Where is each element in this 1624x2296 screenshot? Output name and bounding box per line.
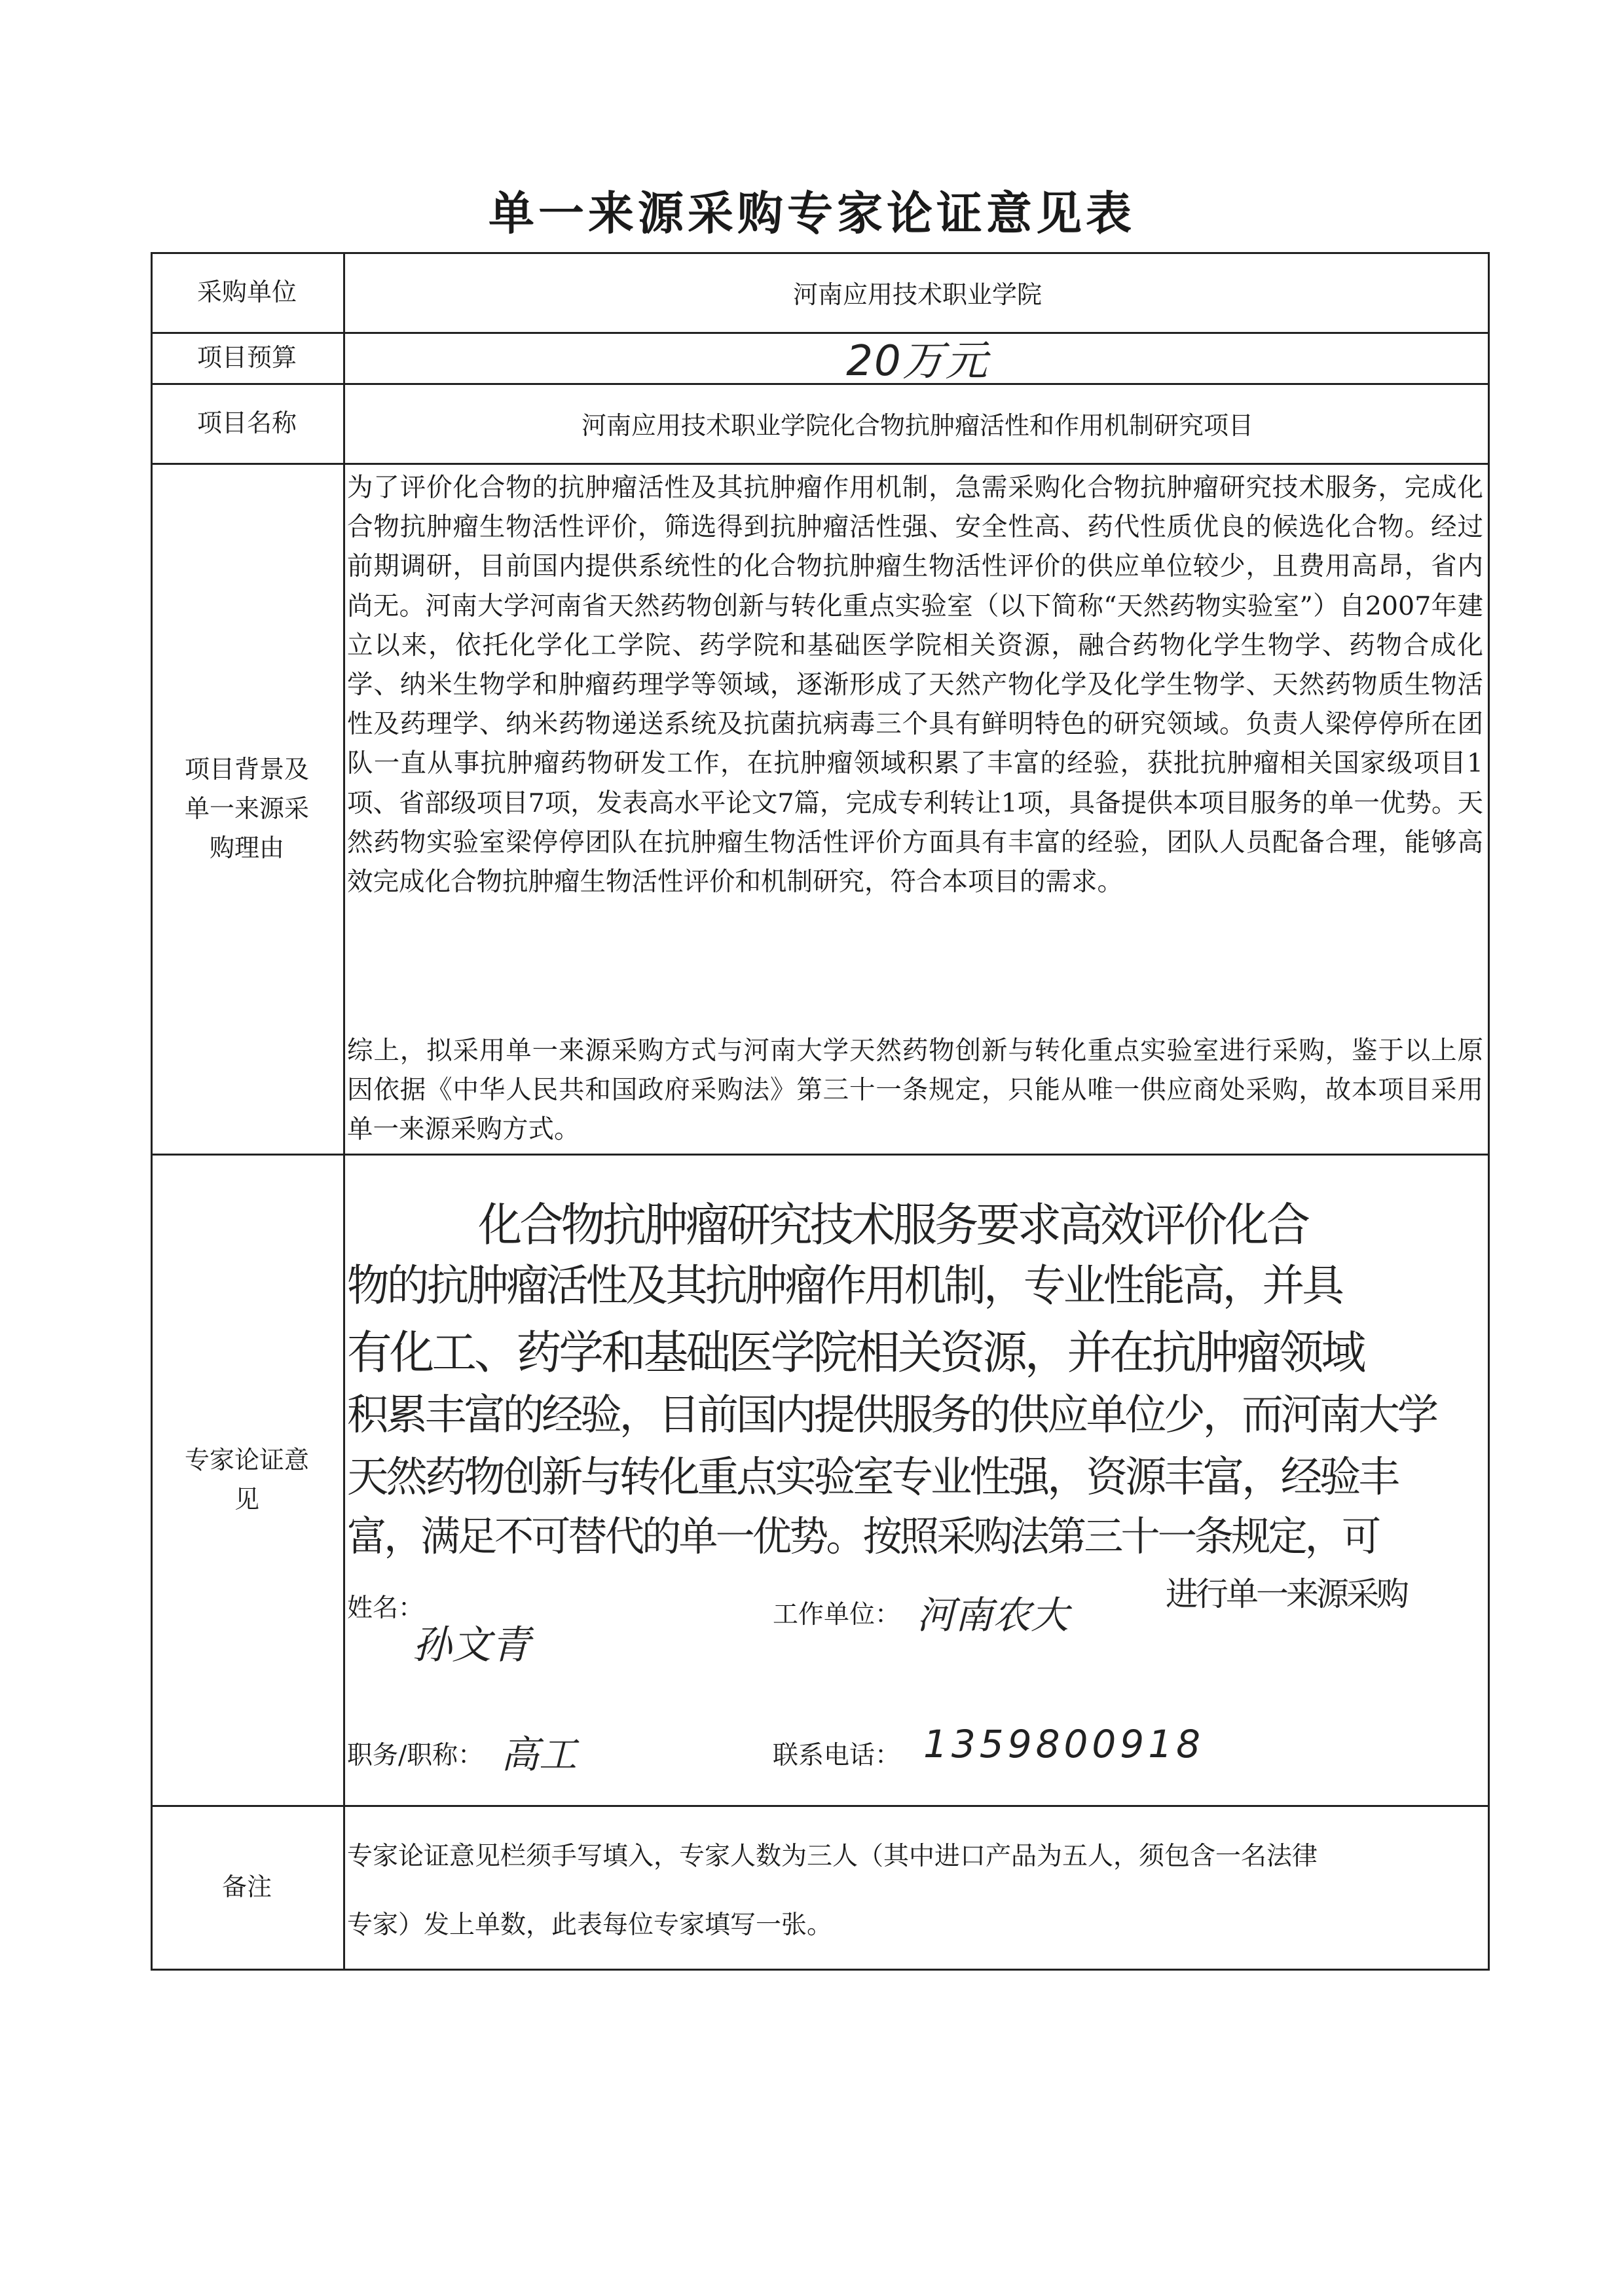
row-divider-5 <box>151 1805 1490 1807</box>
position-value: 高工 <box>501 1732 578 1777</box>
work-unit-label: 工作单位： <box>773 1600 901 1630</box>
work-unit-value: 河南农大 <box>917 1593 1069 1637</box>
background-label <box>151 463 343 1154</box>
background-label-line: 项目背景及 <box>184 754 309 784</box>
budget-label: 项目预算 <box>196 343 297 372</box>
position-label: 职务/职称： <box>347 1741 484 1770</box>
handwritten-opinion-line: 化合物抗肿瘤研究技术服务要求高效评价化合 <box>478 1198 1308 1252</box>
budget-value-handwritten: 20万元 <box>846 337 989 386</box>
name-signature: 孙文青 <box>413 1622 530 1668</box>
remarks-label: 备注 <box>221 1872 272 1901</box>
row-divider-4 <box>151 1154 1490 1156</box>
remarks-line: 专家论证意见栏须手写填入，专家人数为三人（其中进口产品为五人，须包含一名法律 <box>347 1842 1318 1871</box>
table-border-bottom <box>151 1969 1490 1971</box>
handwritten-opinion-line: 天然药物创新与转化重点实验室专业性强，资源丰富，经验丰 <box>347 1453 1397 1502</box>
phone-label: 联系电话： <box>773 1741 901 1770</box>
opinion-label-line: 见 <box>234 1484 259 1514</box>
background-label-line: 购理由 <box>209 833 284 862</box>
handwritten-opinion-line: 富，满足不可替代的单一优势。按照采购法第三十一条规定，可 <box>347 1512 1379 1560</box>
background-paragraph-2: 综上，拟采用单一来源采购方式与河南大学天然药物创新与转化重点实验室进行采购，鉴于以上原因依据《中华人民共和国政府采购法》第三十一条规定，只能从唯一供应商处采购，故本项目采用单一来源采购方式。 <box>347 1036 1483 1145</box>
project-name-value: 河南应用技术职业学院化合物抗肿瘤活性和作用机制研究项目 <box>581 410 1253 440</box>
phone-value: 1359800918 <box>923 1722 1205 1766</box>
project-name-label: 项目名称 <box>196 409 297 437</box>
name-label: 姓名： <box>347 1594 424 1623</box>
opinion-label-line: 专家论证意 <box>184 1445 309 1474</box>
remarks-line: 专家）发上单数，此表每位专家填写一张。 <box>347 1910 833 1940</box>
purchaser-value: 河南应用技术职业学院 <box>792 280 1042 309</box>
column-divider <box>343 252 345 1971</box>
opinion-form-table <box>151 252 1490 1971</box>
background-label-line: 单一来源采 <box>184 793 309 823</box>
handwritten-opinion-line: 积累丰富的经验，目前国内提供服务的供应单位少，而河南大学 <box>347 1391 1437 1440</box>
row-divider-3 <box>151 463 1490 465</box>
page-title: 单一来源采购专家论证意见表 <box>489 186 1135 240</box>
table-border-right <box>1488 252 1490 1971</box>
background-paragraph-1: 为了评价化合物的抗肿瘤活性及其抗肿瘤作用机制，急需采购化合物抗肿瘤研究技术服务，完成化合物抗肿瘤生物活性评价，筛选得到抗肿瘤活性强、安全性高、药代性质优良的候选化合物。经过前期调研，目前国内提供系统性的化合物抗肿瘤生物活性评价的供应单位较少，且费用高昂，省内尚无。河南大学河南省天然药物创新与转化重点实验室（以下简称“天然药物实验室”）自2007年建立以来，依托化学化工学院、药学院和基础医学院相关资源，融合药物化学生物学、药物合成化学、纳米生物学和肿瘤药理学等领域，逐渐形成了天然产物化学及化学生物学、天然药物质生物活性及药理学、纳米药物递送系统及抗菌抗病毒三个具有鲜明特色的研究领域。负责人梁停停所在团队一直从事抗肿瘤药物研发工作，在抗肿瘤领域积累了丰富的经验，获批抗肿瘤相关国家级项目1项、省部级项目7项，发表高水平论文7篇，完成专利转让1项，具备提供本项目服务的单一优势。天然药物实验室梁停停团队在抗肿瘤生物活性评价方面具有丰富的经验，团队人员配备合理，能够高效完成化合物抗肿瘤生物活性评价和机制研究，符合本项目的需求。 <box>347 473 1483 898</box>
handwritten-opinion-line: 物的抗肿瘤活性及其抗肿瘤作用机制，专业性能高，并具 <box>347 1260 1342 1311</box>
handwritten-opinion-tail: 进行单一来源采购 <box>1166 1575 1407 1613</box>
opinion-label <box>151 1154 343 1805</box>
handwritten-opinion-line: 有化工、药学和基础医学院相关资源，并在抗肿瘤领域 <box>347 1326 1364 1379</box>
purchaser-label: 采购单位 <box>196 278 297 306</box>
